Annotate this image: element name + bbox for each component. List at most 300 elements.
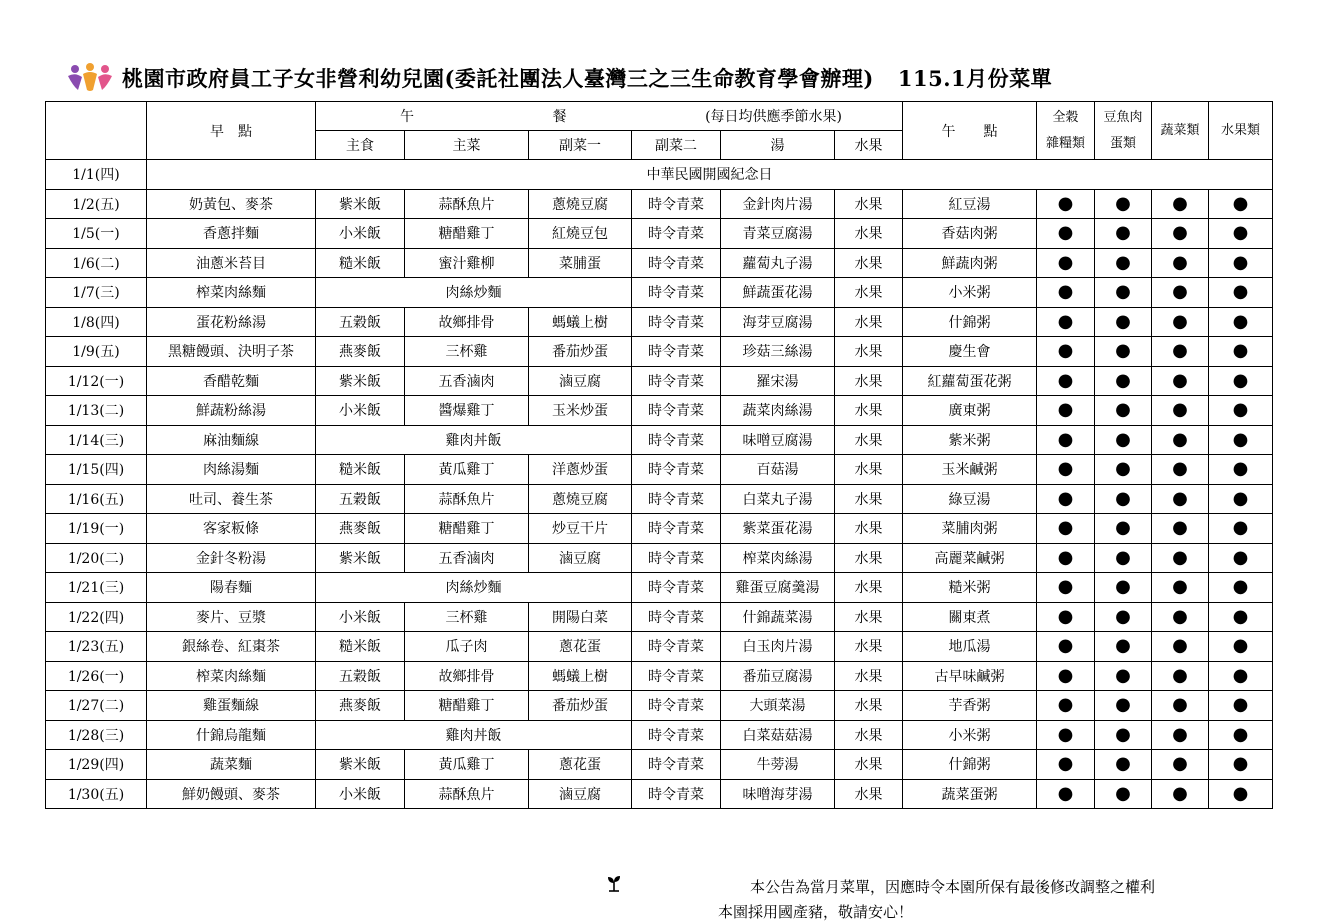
staple-cell: 五穀飯	[316, 661, 405, 691]
vegetable-dot: ●	[1152, 514, 1209, 544]
protein-dot: ●	[1095, 543, 1152, 573]
vegetable-dot: ●	[1152, 337, 1209, 367]
school-name: 桃園市政府員工子女非營利幼兒園(委託社團法人臺灣三之三生命教育學會辦理)	[122, 66, 874, 91]
snack-cell: 什錦粥	[903, 750, 1037, 780]
table-row	[46, 455, 1273, 485]
vegetable-dot: ●	[1152, 779, 1209, 809]
main-dish-cell: 蜜汁雞柳	[405, 248, 529, 278]
soup-cell: 番茄豆腐湯	[721, 661, 835, 691]
protein-dot: ●	[1095, 366, 1152, 396]
snack-cell: 小米粥	[903, 278, 1037, 308]
vegetable-header: 蔬菜類	[1152, 102, 1209, 160]
main-dish-header: 主菜	[405, 131, 529, 160]
snack-cell: 廣東粥	[903, 396, 1037, 426]
breakfast-cell: 黑糖饅頭、決明子茶	[147, 337, 316, 367]
breakfast-cell: 客家粄條	[147, 514, 316, 544]
date-cell: 1/30(五)	[46, 779, 147, 809]
fruit-cell: 水果	[835, 543, 903, 573]
protein-dot: ●	[1095, 661, 1152, 691]
side-dish-2-cell: 時令青菜	[632, 189, 721, 219]
main-dish-cell: 黃瓜雞丁	[405, 750, 529, 780]
main-dish-cell: 故鄉排骨	[405, 661, 529, 691]
fruit-group-dot: ●	[1209, 750, 1273, 780]
side-dish-2-cell: 時令青菜	[632, 514, 721, 544]
vegetable-dot: ●	[1152, 691, 1209, 721]
main-dish-cell: 蒜酥魚片	[405, 189, 529, 219]
protein-dot: ●	[1095, 189, 1152, 219]
side-dish-2-cell: 時令青菜	[632, 337, 721, 367]
protein-dot: ●	[1095, 779, 1152, 809]
fruit-group-dot: ●	[1209, 573, 1273, 603]
fruit-group-dot: ●	[1209, 189, 1273, 219]
grains-dot: ●	[1037, 484, 1095, 514]
snack-cell: 紫米粥	[903, 425, 1037, 455]
soup-cell: 百菇湯	[721, 455, 835, 485]
breakfast-cell: 榨菜肉絲麵	[147, 278, 316, 308]
protein-dot: ●	[1095, 337, 1152, 367]
date-cell: 1/7(三)	[46, 278, 147, 308]
monthly-menu-table	[45, 101, 1273, 809]
snack-cell: 菜脯肉粥	[903, 514, 1037, 544]
grains-dot: ●	[1037, 602, 1095, 632]
main-dish-cell: 五香滷肉	[405, 543, 529, 573]
grains-dot: ●	[1037, 543, 1095, 573]
snack-cell: 綠豆湯	[903, 484, 1037, 514]
side-dish-2-cell: 時令青菜	[632, 720, 721, 750]
soup-cell: 白菜丸子湯	[721, 484, 835, 514]
side-dish-1-cell: 洋蔥炒蛋	[529, 455, 632, 485]
vegetable-dot: ●	[1152, 425, 1209, 455]
protein-dot: ●	[1095, 691, 1152, 721]
side-dish-1-cell: 滷豆腐	[529, 779, 632, 809]
snack-cell: 小米粥	[903, 720, 1037, 750]
table-row	[46, 661, 1273, 691]
staple-cell: 紫米飯	[316, 366, 405, 396]
staple-cell: 燕麥飯	[316, 337, 405, 367]
combined-lunch-cell: 肉絲炒麵	[316, 573, 632, 603]
soup-cell: 味噌豆腐湯	[721, 425, 835, 455]
side-dish-1-cell: 蔥燒豆腐	[529, 189, 632, 219]
side-dish-1-cell: 蔥燒豆腐	[529, 484, 632, 514]
breakfast-cell: 鮮奶饅頭、麥茶	[147, 779, 316, 809]
snack-cell: 鮮蔬肉粥	[903, 248, 1037, 278]
side-dish-2-cell: 時令青菜	[632, 278, 721, 308]
breakfast-cell: 香蔥拌麵	[147, 219, 316, 249]
snack-cell: 蔬菜蛋粥	[903, 779, 1037, 809]
table-row	[46, 691, 1273, 721]
side-dish-2-cell: 時令青菜	[632, 484, 721, 514]
grains-dot: ●	[1037, 307, 1095, 337]
protein-dot: ●	[1095, 307, 1152, 337]
fruit-cell: 水果	[835, 425, 903, 455]
date-cell: 1/29(四)	[46, 750, 147, 780]
fruit-group-dot: ●	[1209, 307, 1273, 337]
fruit-cell: 水果	[835, 779, 903, 809]
protein-dot: ●	[1095, 455, 1152, 485]
date-cell: 1/21(三)	[46, 573, 147, 603]
side-dish-2-cell: 時令青菜	[632, 307, 721, 337]
side-dish-2-cell: 時令青菜	[632, 396, 721, 426]
side-dish-1-cell: 番茄炒蛋	[529, 337, 632, 367]
date-cell: 1/23(五)	[46, 632, 147, 662]
breakfast-cell: 銀絲卷、紅棗茶	[147, 632, 316, 662]
pork-origin-notice: 本園採用國產豬，敬請安心！	[718, 903, 914, 921]
snack-cell: 古早味鹹粥	[903, 661, 1037, 691]
date-cell: 1/9(五)	[46, 337, 147, 367]
breakfast-cell: 奶黃包、麥茶	[147, 189, 316, 219]
breakfast-cell: 香醋乾麵	[147, 366, 316, 396]
grains-dot: ●	[1037, 720, 1095, 750]
fruit-group-dot: ●	[1209, 278, 1273, 308]
snack-cell: 紅豆湯	[903, 189, 1037, 219]
side-dish-1-cell: 開陽白菜	[529, 602, 632, 632]
fruit-header: 水果	[835, 131, 903, 160]
snack-cell: 芋香粥	[903, 691, 1037, 721]
page-header	[66, 58, 1052, 98]
date-cell: 1/16(五)	[46, 484, 147, 514]
fruit-cell: 水果	[835, 720, 903, 750]
breakfast-cell: 麻油麵線	[147, 425, 316, 455]
menu-period: 115.1月份菜單	[897, 66, 1053, 91]
breakfast-cell: 雞蛋麵線	[147, 691, 316, 721]
vegetable-dot: ●	[1152, 543, 1209, 573]
grains-dot: ●	[1037, 396, 1095, 426]
table-row	[46, 543, 1273, 573]
fruit-cell: 水果	[835, 248, 903, 278]
fruit-cell: 水果	[835, 337, 903, 367]
soup-cell: 牛蒡湯	[721, 750, 835, 780]
fruit-group-dot: ●	[1209, 337, 1273, 367]
protein-dot: ●	[1095, 248, 1152, 278]
snack-cell: 玉米鹹粥	[903, 455, 1037, 485]
side-dish-1-cell: 菜脯蛋	[529, 248, 632, 278]
protein-dot: ●	[1095, 278, 1152, 308]
staple-cell: 小米飯	[316, 219, 405, 249]
fruit-cell: 水果	[835, 514, 903, 544]
table-row	[46, 484, 1273, 514]
vegetable-dot: ●	[1152, 720, 1209, 750]
main-dish-cell: 糖醋雞丁	[405, 691, 529, 721]
fruit-cell: 水果	[835, 691, 903, 721]
fruit-group-dot: ●	[1209, 661, 1273, 691]
fruit-cell: 水果	[835, 632, 903, 662]
breakfast-cell: 金針冬粉湯	[147, 543, 316, 573]
staple-header: 主食	[316, 131, 405, 160]
date-cell: 1/13(二)	[46, 396, 147, 426]
breakfast-cell: 榨菜肉絲麵	[147, 661, 316, 691]
grains-dot: ●	[1037, 278, 1095, 308]
snack-cell: 慶生會	[903, 337, 1037, 367]
grains-dot: ●	[1037, 691, 1095, 721]
protein-dot: ●	[1095, 632, 1152, 662]
grains-dot: ●	[1037, 425, 1095, 455]
date-cell: 1/19(一)	[46, 514, 147, 544]
side-dish-1-cell: 螞蟻上樹	[529, 661, 632, 691]
modification-notice: 本公告為當月菜單，因應時令本園所保有最後修改調整之權利	[750, 878, 1156, 896]
vegetable-dot: ●	[1152, 307, 1209, 337]
breakfast-cell: 吐司、養生茶	[147, 484, 316, 514]
side-dish-2-cell: 時令青菜	[632, 455, 721, 485]
fruit-group-dot: ●	[1209, 484, 1273, 514]
main-dish-cell: 糖醋雞丁	[405, 219, 529, 249]
kindergarten-logo	[66, 60, 114, 96]
vegetable-dot: ●	[1152, 278, 1209, 308]
soup-cell: 珍菇三絲湯	[721, 337, 835, 367]
main-dish-cell: 故鄉排骨	[405, 307, 529, 337]
snack-cell: 高麗菜鹹粥	[903, 543, 1037, 573]
table-row	[46, 425, 1273, 455]
breakfast-cell: 肉絲湯麵	[147, 455, 316, 485]
side-dish-1-cell: 炒豆干片	[529, 514, 632, 544]
snack-cell: 紅蘿蔔蛋花粥	[903, 366, 1037, 396]
vegetable-dot: ●	[1152, 219, 1209, 249]
staple-cell: 紫米飯	[316, 189, 405, 219]
fruit-group-dot: ●	[1209, 632, 1273, 662]
vegetable-dot: ●	[1152, 396, 1209, 426]
table-row	[46, 750, 1273, 780]
soup-cell: 羅宋湯	[721, 366, 835, 396]
staple-cell: 糙米飯	[316, 632, 405, 662]
grains-dot: ●	[1037, 366, 1095, 396]
side-dish-2-cell: 時令青菜	[632, 248, 721, 278]
main-dish-cell: 黃瓜雞丁	[405, 455, 529, 485]
protein-dot: ●	[1095, 602, 1152, 632]
soup-cell: 鮮蔬蛋花湯	[721, 278, 835, 308]
fruit-cell: 水果	[835, 366, 903, 396]
vegetable-dot: ●	[1152, 750, 1209, 780]
soup-cell: 什錦蔬菜湯	[721, 602, 835, 632]
table-row	[46, 189, 1273, 219]
protein-dot: ●	[1095, 514, 1152, 544]
grains-dot: ●	[1037, 750, 1095, 780]
side-dish-2-cell: 時令青菜	[632, 425, 721, 455]
side-dish-1-cell: 滷豆腐	[529, 366, 632, 396]
protein-header: 豆魚肉 蛋類	[1095, 102, 1152, 160]
breakfast-cell: 蛋花粉絲湯	[147, 307, 316, 337]
staple-cell: 糙米飯	[316, 248, 405, 278]
soup-cell: 雞蛋豆腐羹湯	[721, 573, 835, 603]
date-cell: 1/27(二)	[46, 691, 147, 721]
combined-lunch-cell: 雞肉丼飯	[316, 720, 632, 750]
vegetable-dot: ●	[1152, 189, 1209, 219]
holiday-row	[46, 160, 1273, 190]
main-dish-cell: 三杯雞	[405, 602, 529, 632]
date-header	[46, 102, 147, 160]
side-dish-2-cell: 時令青菜	[632, 750, 721, 780]
grains-dot: ●	[1037, 219, 1095, 249]
side-dish-2-cell: 時令青菜	[632, 779, 721, 809]
soup-cell: 白玉肉片湯	[721, 632, 835, 662]
breakfast-cell: 陽春麵	[147, 573, 316, 603]
fruit-group-dot: ●	[1209, 455, 1273, 485]
table-row	[46, 720, 1273, 750]
staple-cell: 五穀飯	[316, 484, 405, 514]
soup-cell: 蔬菜肉絲湯	[721, 396, 835, 426]
side-dish-2-cell: 時令青菜	[632, 366, 721, 396]
fruit-cell: 水果	[835, 573, 903, 603]
vegetable-dot: ●	[1152, 632, 1209, 662]
fruit-cell: 水果	[835, 307, 903, 337]
grains-dot: ●	[1037, 779, 1095, 809]
date-cell: 1/5(一)	[46, 219, 147, 249]
grains-dot: ●	[1037, 632, 1095, 662]
protein-dot: ●	[1095, 219, 1152, 249]
date-cell: 1/28(三)	[46, 720, 147, 750]
side-dish-2-cell: 時令青菜	[632, 219, 721, 249]
table-row	[46, 632, 1273, 662]
fruit-group-dot: ●	[1209, 366, 1273, 396]
sprout-icon	[606, 874, 622, 892]
table-row	[46, 366, 1273, 396]
staple-cell: 燕麥飯	[316, 691, 405, 721]
date-cell: 1/8(四)	[46, 307, 147, 337]
holiday-cell: 中華民國開國紀念日	[147, 160, 1273, 190]
vegetable-dot: ●	[1152, 484, 1209, 514]
soup-cell: 味噌海芽湯	[721, 779, 835, 809]
table-header-row	[46, 102, 1273, 131]
main-dish-cell: 醬爆雞丁	[405, 396, 529, 426]
date-cell: 1/20(二)	[46, 543, 147, 573]
lunch-header: 午 餐 (每日均供應季節水果)	[316, 102, 903, 131]
fruit-group-dot: ●	[1209, 691, 1273, 721]
staple-cell: 紫米飯	[316, 543, 405, 573]
date-cell: 1/12(一)	[46, 366, 147, 396]
date-cell: 1/14(三)	[46, 425, 147, 455]
date-cell: 1/15(四)	[46, 455, 147, 485]
fruit-cell: 水果	[835, 219, 903, 249]
side-dish-2-cell: 時令青菜	[632, 543, 721, 573]
fruit-group-dot: ●	[1209, 248, 1273, 278]
vegetable-dot: ●	[1152, 455, 1209, 485]
side-dish-2-cell: 時令青菜	[632, 602, 721, 632]
soup-cell: 金針肉片湯	[721, 189, 835, 219]
table-row	[46, 307, 1273, 337]
grains-dot: ●	[1037, 189, 1095, 219]
date-cell: 1/26(一)	[46, 661, 147, 691]
combined-lunch-cell: 肉絲炒麵	[316, 278, 632, 308]
soup-cell: 大頭菜湯	[721, 691, 835, 721]
grains-dot: ●	[1037, 661, 1095, 691]
protein-dot: ●	[1095, 484, 1152, 514]
side-dish-1-cell: 蔥花蛋	[529, 632, 632, 662]
snack-cell: 香菇肉粥	[903, 219, 1037, 249]
date-cell: 1/6(二)	[46, 248, 147, 278]
main-dish-cell: 蒜酥魚片	[405, 484, 529, 514]
side-dish-1-header: 副菜一	[529, 131, 632, 160]
staple-cell: 糙米飯	[316, 455, 405, 485]
vegetable-dot: ●	[1152, 661, 1209, 691]
staple-cell: 小米飯	[316, 602, 405, 632]
date-cell: 1/1(四)	[46, 160, 147, 190]
vegetable-dot: ●	[1152, 248, 1209, 278]
side-dish-2-cell: 時令青菜	[632, 661, 721, 691]
fruit-group-dot: ●	[1209, 219, 1273, 249]
vegetable-dot: ●	[1152, 366, 1209, 396]
side-dish-2-cell: 時令青菜	[632, 691, 721, 721]
fruit-group-dot: ●	[1209, 720, 1273, 750]
side-dish-1-cell: 滷豆腐	[529, 543, 632, 573]
grains-dot: ●	[1037, 337, 1095, 367]
fruit-group-dot: ●	[1209, 543, 1273, 573]
fruit-group-dot: ●	[1209, 514, 1273, 544]
main-dish-cell: 瓜子肉	[405, 632, 529, 662]
grains-header: 全穀 雜糧類	[1037, 102, 1095, 160]
staple-cell: 小米飯	[316, 779, 405, 809]
breakfast-cell: 麥片、豆漿	[147, 602, 316, 632]
main-dish-cell: 三杯雞	[405, 337, 529, 367]
protein-dot: ●	[1095, 425, 1152, 455]
fruit-group-dot: ●	[1209, 425, 1273, 455]
soup-cell: 白菜菇菇湯	[721, 720, 835, 750]
staple-cell: 紫米飯	[316, 750, 405, 780]
snack-header: 午 點	[903, 102, 1037, 160]
snack-cell: 糙米粥	[903, 573, 1037, 603]
grains-dot: ●	[1037, 248, 1095, 278]
side-dish-2-header: 副菜二	[632, 131, 721, 160]
table-row	[46, 337, 1273, 367]
soup-header: 湯	[721, 131, 835, 160]
table-row	[46, 248, 1273, 278]
fruit-cell: 水果	[835, 396, 903, 426]
fruit-group-dot: ●	[1209, 396, 1273, 426]
snack-cell: 地瓜湯	[903, 632, 1037, 662]
soup-cell: 海芽豆腐湯	[721, 307, 835, 337]
protein-dot: ●	[1095, 750, 1152, 780]
grains-dot: ●	[1037, 514, 1095, 544]
side-dish-2-cell: 時令青菜	[632, 573, 721, 603]
soup-cell: 青菜豆腐湯	[721, 219, 835, 249]
fruit-cell: 水果	[835, 661, 903, 691]
vegetable-dot: ●	[1152, 573, 1209, 603]
side-dish-1-cell: 螞蟻上樹	[529, 307, 632, 337]
combined-lunch-cell: 雞肉丼飯	[316, 425, 632, 455]
staple-cell: 燕麥飯	[316, 514, 405, 544]
breakfast-cell: 蔬菜麵	[147, 750, 316, 780]
side-dish-2-cell: 時令青菜	[632, 632, 721, 662]
table-row	[46, 573, 1273, 603]
table-row	[46, 779, 1273, 809]
side-dish-1-cell: 番茄炒蛋	[529, 691, 632, 721]
main-dish-cell: 蒜酥魚片	[405, 779, 529, 809]
soup-cell: 蘿蔔丸子湯	[721, 248, 835, 278]
fruit-cell: 水果	[835, 189, 903, 219]
date-cell: 1/22(四)	[46, 602, 147, 632]
grains-dot: ●	[1037, 573, 1095, 603]
staple-cell: 小米飯	[316, 396, 405, 426]
fruit-cell: 水果	[835, 278, 903, 308]
side-dish-1-cell: 蔥花蛋	[529, 750, 632, 780]
fruit-cell: 水果	[835, 484, 903, 514]
staple-cell: 五穀飯	[316, 307, 405, 337]
table-row	[46, 514, 1273, 544]
protein-dot: ●	[1095, 396, 1152, 426]
side-dish-1-cell: 玉米炒蛋	[529, 396, 632, 426]
fruit-cell: 水果	[835, 455, 903, 485]
main-dish-cell: 糖醋雞丁	[405, 514, 529, 544]
side-dish-1-cell: 紅燒豆包	[529, 219, 632, 249]
fruit-cell: 水果	[835, 750, 903, 780]
breakfast-cell: 什錦烏龍麵	[147, 720, 316, 750]
grains-dot: ●	[1037, 455, 1095, 485]
soup-cell: 紫菜蛋花湯	[721, 514, 835, 544]
menu-title	[122, 63, 1052, 93]
soup-cell: 榨菜肉絲湯	[721, 543, 835, 573]
protein-dot: ●	[1095, 573, 1152, 603]
fruit-group-header: 水果類	[1209, 102, 1273, 160]
table-row	[46, 219, 1273, 249]
breakfast-header: 早 點	[147, 102, 316, 160]
date-cell: 1/2(五)	[46, 189, 147, 219]
